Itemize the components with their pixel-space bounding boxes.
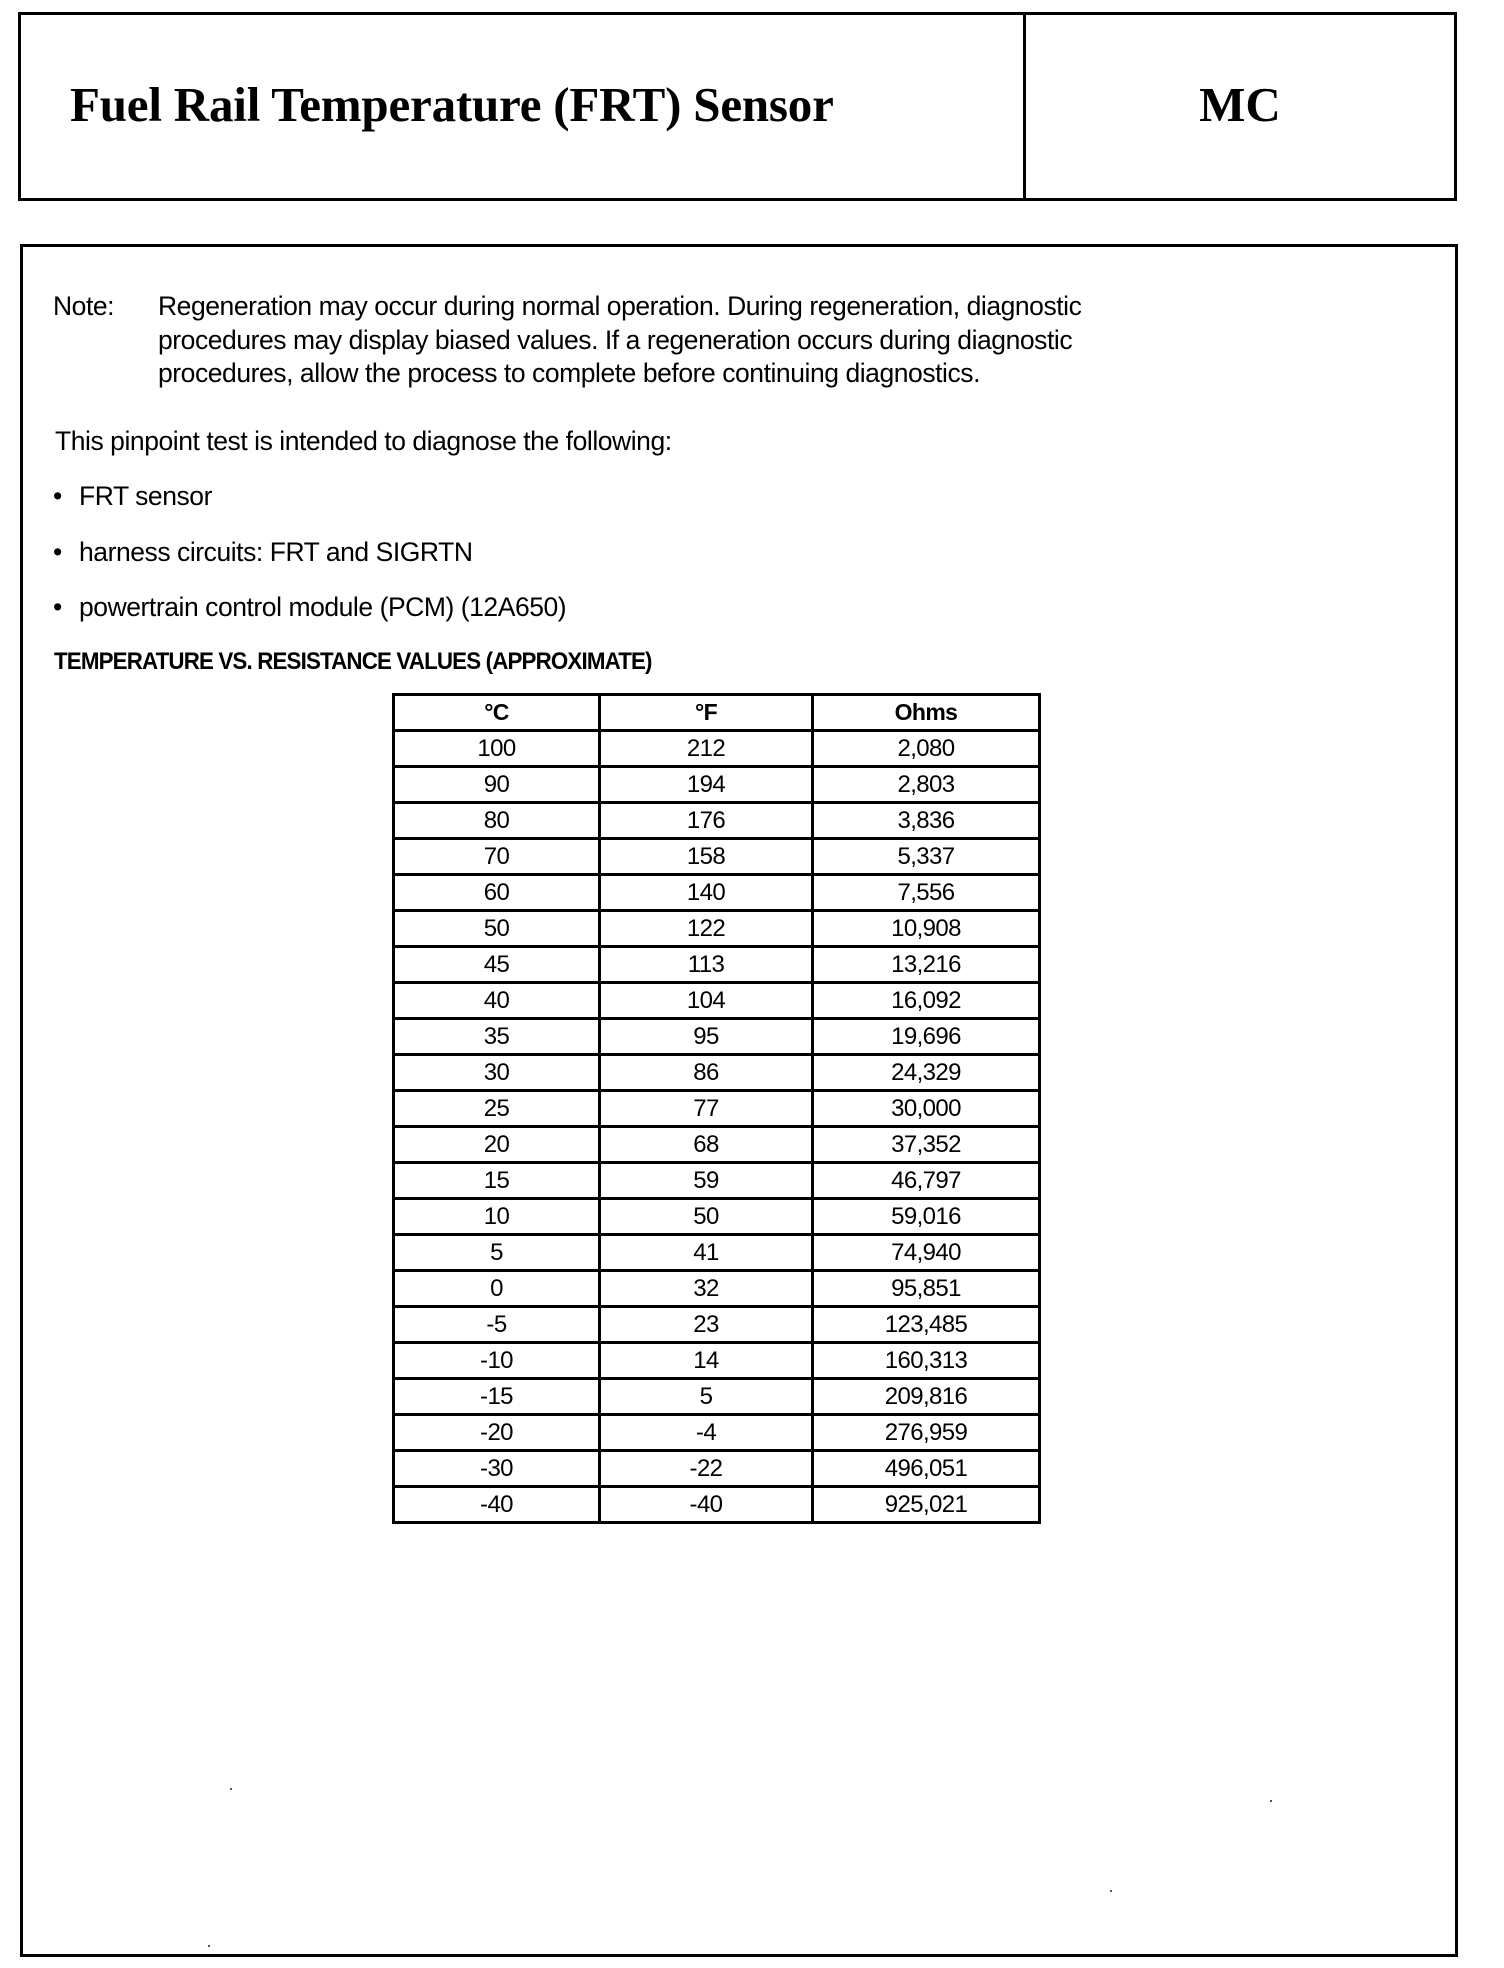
intro-text: This pinpoint test is intended to diagnose the following:: [55, 426, 672, 456]
fahrenheit-cell: 41: [600, 1235, 813, 1271]
celsius-cell: -20: [394, 1415, 600, 1451]
table-row: [394, 1487, 1040, 1523]
fahrenheit-cell: 95: [600, 1019, 813, 1055]
table-row: [394, 1091, 1040, 1127]
column-header-ohms: Ohms: [813, 695, 1040, 731]
fahrenheit-cell: -40: [600, 1487, 813, 1523]
celsius-cell: 30: [394, 1055, 600, 1091]
table-row: [394, 1343, 1040, 1379]
page-header: [18, 12, 1457, 201]
page-title: Fuel Rail Temperature (FRT) Sensor: [70, 77, 834, 132]
ohms-cell: 74,940: [813, 1235, 1040, 1271]
note-label: Note:: [53, 291, 115, 321]
table-row: [394, 1271, 1040, 1307]
celsius-cell: 100: [394, 731, 600, 767]
celsius-cell: -10: [394, 1343, 600, 1379]
fahrenheit-cell: 113: [600, 947, 813, 983]
table-row: [394, 1199, 1040, 1235]
fahrenheit-cell: 23: [600, 1307, 813, 1343]
celsius-cell: 0: [394, 1271, 600, 1307]
resistance-table: [392, 693, 1041, 1524]
bullet-icon: •: [53, 481, 62, 511]
table-row: [394, 1127, 1040, 1163]
ohms-cell: 59,016: [813, 1199, 1040, 1235]
bullet-icon: •: [53, 536, 62, 567]
ohms-cell: 276,959: [813, 1415, 1040, 1451]
ohms-cell: 16,092: [813, 983, 1040, 1019]
ohms-cell: 496,051: [813, 1451, 1040, 1487]
table-row: [394, 1379, 1040, 1415]
note-line: procedures, allow the process to complete before continuing diagnostics.: [158, 358, 980, 388]
ohms-cell: 7,556: [813, 875, 1040, 911]
note-line: procedures may display biased values. If a regeneration occurs during diagnostic: [158, 324, 1073, 355]
ohms-cell: 160,313: [813, 1343, 1040, 1379]
table-header-row: [394, 695, 1040, 731]
note-text: [158, 290, 1298, 391]
list-item-text: harness circuits: FRT and SIGRTN: [79, 536, 473, 567]
column-header-fahrenheit: °F: [600, 695, 813, 731]
fahrenheit-cell: 176: [600, 803, 813, 839]
celsius-cell: 20: [394, 1127, 600, 1163]
fahrenheit-cell: 86: [600, 1055, 813, 1091]
celsius-cell: 25: [394, 1091, 600, 1127]
table-row: [394, 911, 1040, 947]
table-row: [394, 875, 1040, 911]
table-row: [394, 947, 1040, 983]
table-row: [394, 983, 1040, 1019]
celsius-cell: 60: [394, 875, 600, 911]
fahrenheit-cell: 32: [600, 1271, 813, 1307]
bullet-icon: •: [53, 592, 62, 622]
table-row: [394, 803, 1040, 839]
ohms-cell: 37,352: [813, 1127, 1040, 1163]
table-row: [394, 731, 1040, 767]
ohms-cell: 5,337: [813, 839, 1040, 875]
fahrenheit-cell: 5: [600, 1379, 813, 1415]
scan-speck: [1110, 1890, 1112, 1892]
ohms-cell: 123,485: [813, 1307, 1040, 1343]
fahrenheit-cell: 50: [600, 1199, 813, 1235]
scan-speck: [230, 1788, 232, 1790]
scan-speck: [1270, 1800, 1272, 1802]
celsius-cell: 50: [394, 911, 600, 947]
note-block: [53, 290, 1353, 391]
celsius-cell: 40: [394, 983, 600, 1019]
table-row: [394, 1415, 1040, 1451]
table-body: [394, 731, 1040, 1523]
list-item-text: FRT sensor: [79, 481, 212, 511]
ohms-cell: 95,851: [813, 1271, 1040, 1307]
fahrenheit-cell: -4: [600, 1415, 813, 1451]
celsius-cell: 45: [394, 947, 600, 983]
ohms-cell: 2,080: [813, 731, 1040, 767]
celsius-cell: 80: [394, 803, 600, 839]
fahrenheit-cell: 104: [600, 983, 813, 1019]
table-row: [394, 767, 1040, 803]
celsius-cell: -40: [394, 1487, 600, 1523]
ohms-cell: 46,797: [813, 1163, 1040, 1199]
celsius-cell: 70: [394, 839, 600, 875]
ohms-cell: 24,329: [813, 1055, 1040, 1091]
ohms-cell: 925,021: [813, 1487, 1040, 1523]
list-item-text: powertrain control module (PCM) (12A650): [79, 592, 567, 622]
fahrenheit-cell: 77: [600, 1091, 813, 1127]
table-row: [394, 1055, 1040, 1091]
ohms-cell: 13,216: [813, 947, 1040, 983]
celsius-cell: -15: [394, 1379, 600, 1415]
celsius-cell: 10: [394, 1199, 600, 1235]
table-row: [394, 1451, 1040, 1487]
fahrenheit-cell: 122: [600, 911, 813, 947]
celsius-cell: 35: [394, 1019, 600, 1055]
ohms-cell: 209,816: [813, 1379, 1040, 1415]
fahrenheit-cell: 14: [600, 1343, 813, 1379]
ohms-cell: 2,803: [813, 767, 1040, 803]
fahrenheit-cell: 194: [600, 767, 813, 803]
fahrenheit-cell: 158: [600, 839, 813, 875]
celsius-cell: 15: [394, 1163, 600, 1199]
celsius-cell: 90: [394, 767, 600, 803]
fahrenheit-cell: 212: [600, 731, 813, 767]
content-panel: [20, 244, 1458, 1957]
ohms-cell: 10,908: [813, 911, 1040, 947]
note-line: Regeneration may occur during normal operation. During regeneration, diagnostic: [158, 291, 1082, 321]
column-header-celsius: °C: [394, 695, 600, 731]
section-code: MC: [1199, 77, 1281, 132]
celsius-cell: 5: [394, 1235, 600, 1271]
fahrenheit-cell: 68: [600, 1127, 813, 1163]
table-row: [394, 839, 1040, 875]
fahrenheit-cell: -22: [600, 1451, 813, 1487]
celsius-cell: -5: [394, 1307, 600, 1343]
table-row: [394, 1307, 1040, 1343]
fahrenheit-cell: 140: [600, 875, 813, 911]
table-row: [394, 1235, 1040, 1271]
ohms-cell: 30,000: [813, 1091, 1040, 1127]
ohms-cell: 3,836: [813, 803, 1040, 839]
table-row: [394, 1019, 1040, 1055]
ohms-cell: 19,696: [813, 1019, 1040, 1055]
fahrenheit-cell: 59: [600, 1163, 813, 1199]
table-row: [394, 1163, 1040, 1199]
scan-speck: [208, 1945, 210, 1947]
celsius-cell: -30: [394, 1451, 600, 1487]
table-heading: TEMPERATURE VS. RESISTANCE VALUES (APPROXIMATE): [54, 648, 652, 675]
